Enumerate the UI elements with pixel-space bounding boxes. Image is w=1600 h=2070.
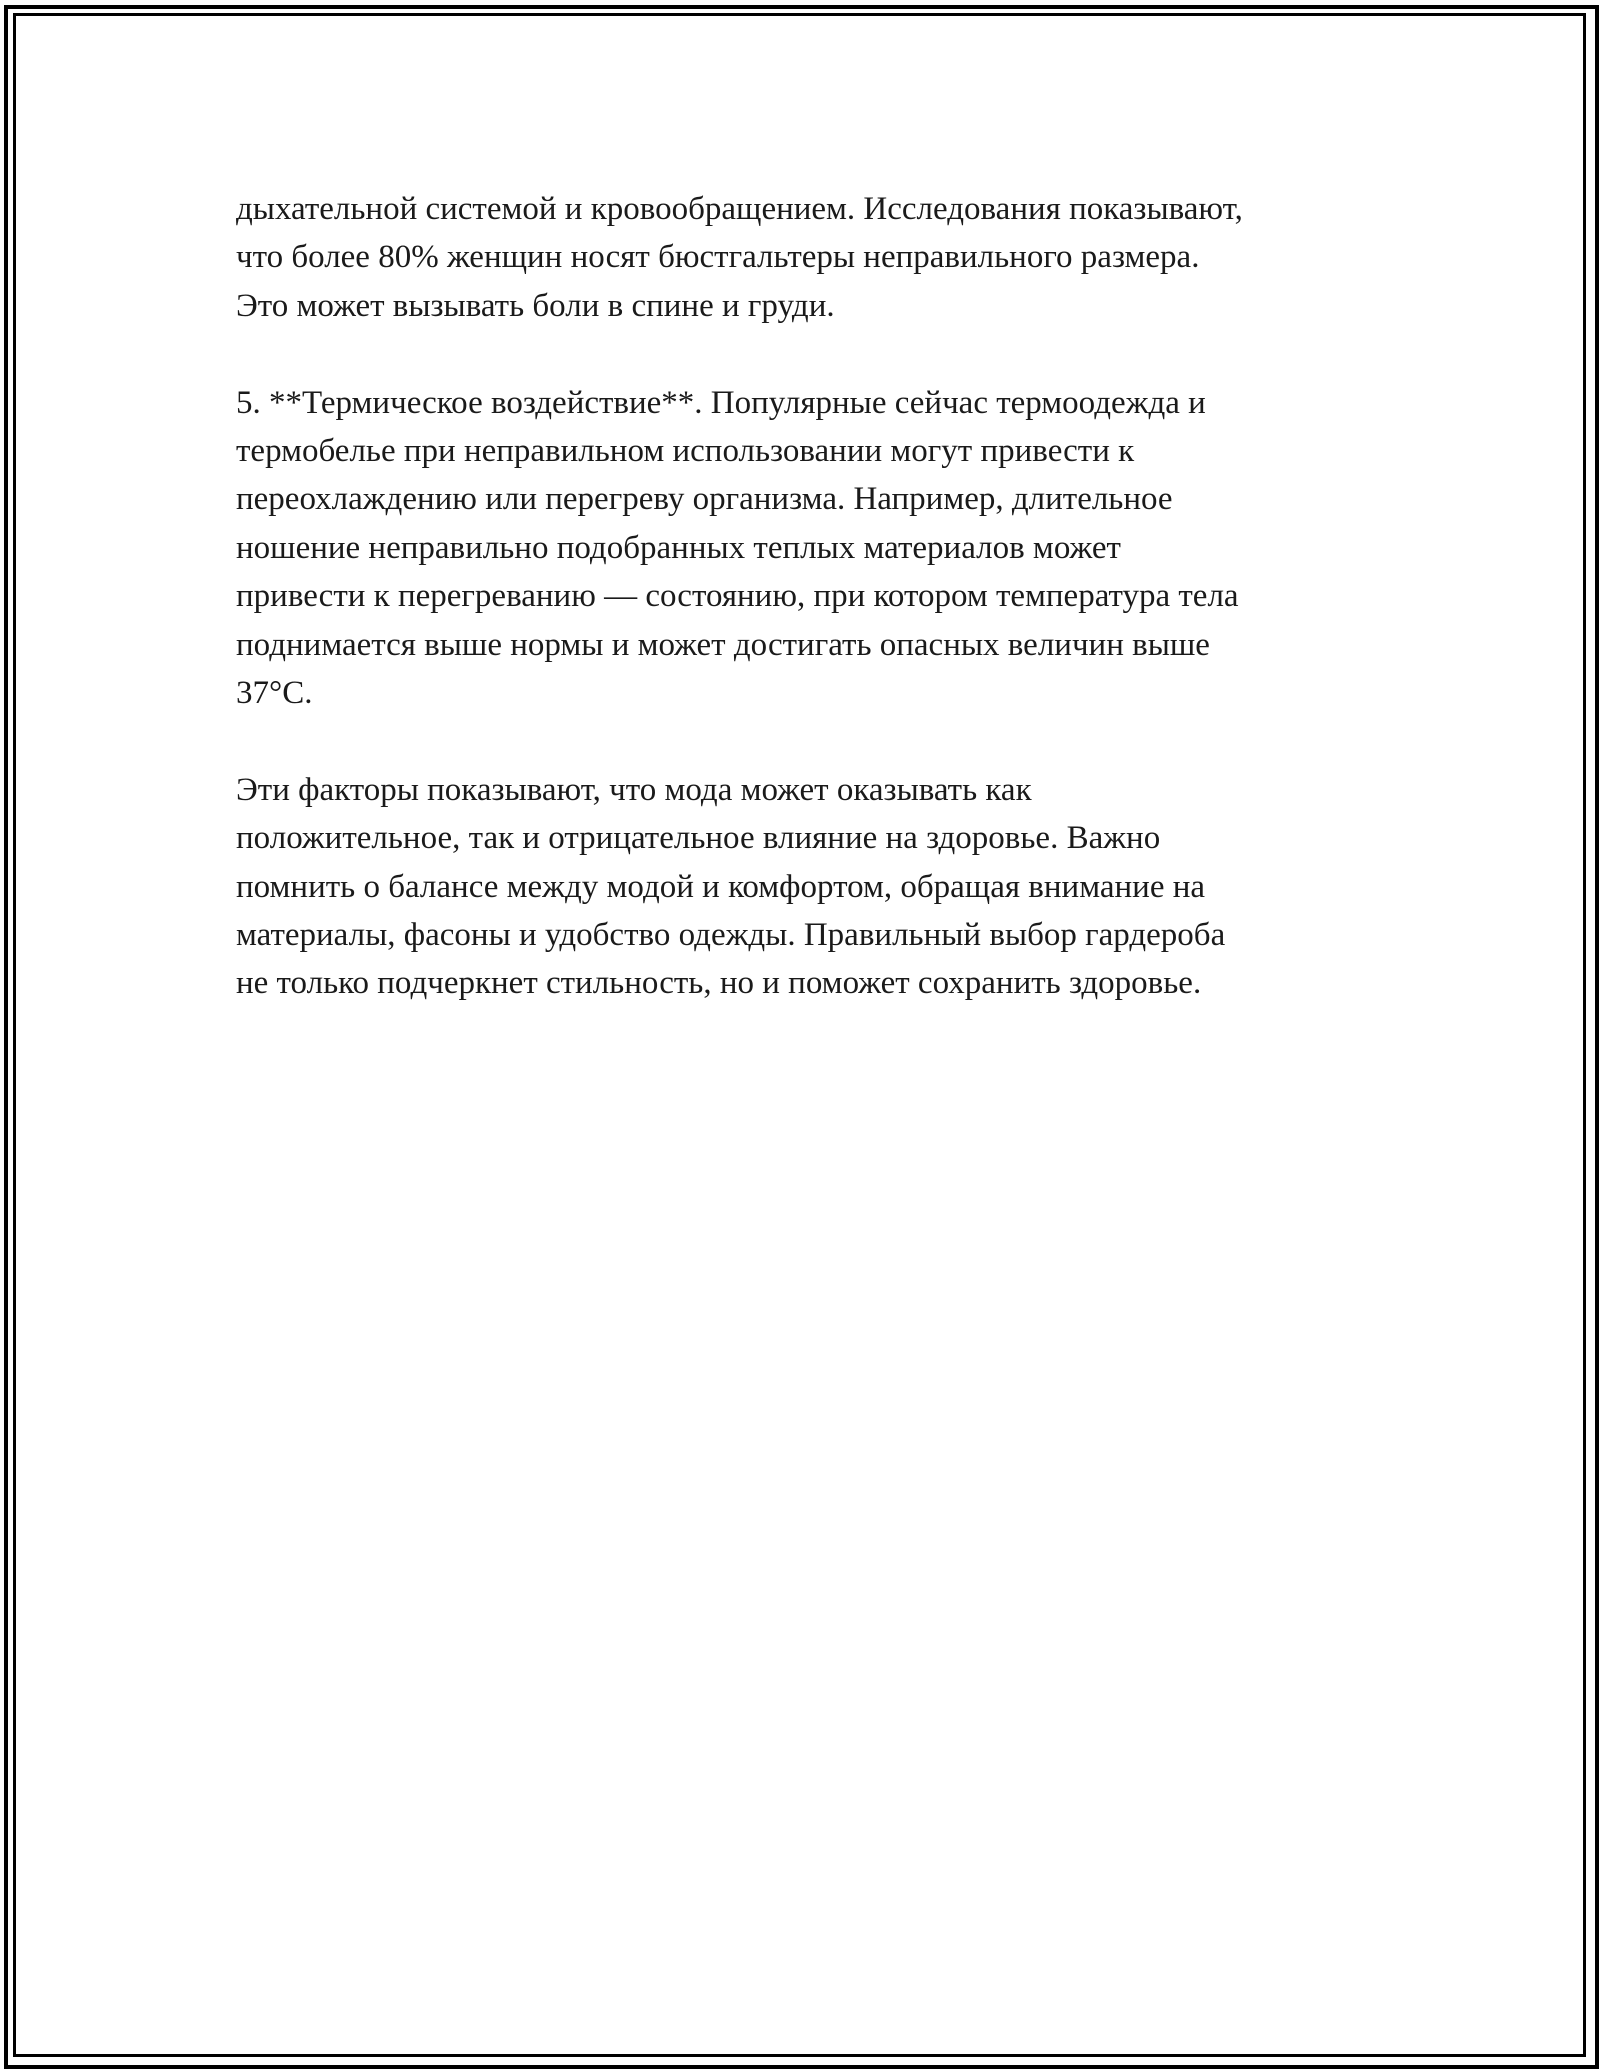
text-line: материалы, фасоны и удобство одежды. Правильный выбор гардероба	[236, 917, 1226, 954]
text-line: Это может вызывать боли в спине и груди.	[236, 287, 835, 324]
text-line: дыхательной системой и кровообращением. Исследования показывают,	[236, 191, 1243, 227]
text-line: термобелье при неправильном использовании могут привести к	[236, 433, 1135, 470]
text-line: что более 80% женщин носят бюстгальтеры неправильного размера.	[236, 239, 1200, 276]
paragraph-thermal-effect	[236, 379, 1396, 718]
text-line: переохлаждению или перегреву организма. Например, длительное	[236, 481, 1173, 518]
text-line: привести к перегреванию — состоянию, при котором температура тела	[236, 578, 1239, 615]
text-line: Эти факторы показывают, что мода может оказывать как	[236, 771, 1032, 808]
paragraph-conclusion	[236, 766, 1396, 1008]
text-line: ношение неправильно подобранных теплых материалов может	[236, 529, 1121, 566]
text-line: 5. **Термическое воздействие**. Популярные сейчас термоодежда и	[236, 384, 1206, 421]
paragraph-breathing	[236, 185, 1396, 330]
text-line: положительное, так и отрицательное влияние на здоровье. Важно	[236, 820, 1161, 857]
text-line: помнить о балансе между модой и комфортом, обращая внимание на	[236, 868, 1206, 905]
text-line: поднимается выше нормы и может достигать опасных величин выше	[236, 626, 1210, 663]
text-line: не только подчеркнет стильность, но и поможет сохранить здоровье.	[236, 965, 1202, 1002]
text-line: 37°C.	[236, 675, 313, 712]
document-body	[236, 185, 1396, 1056]
